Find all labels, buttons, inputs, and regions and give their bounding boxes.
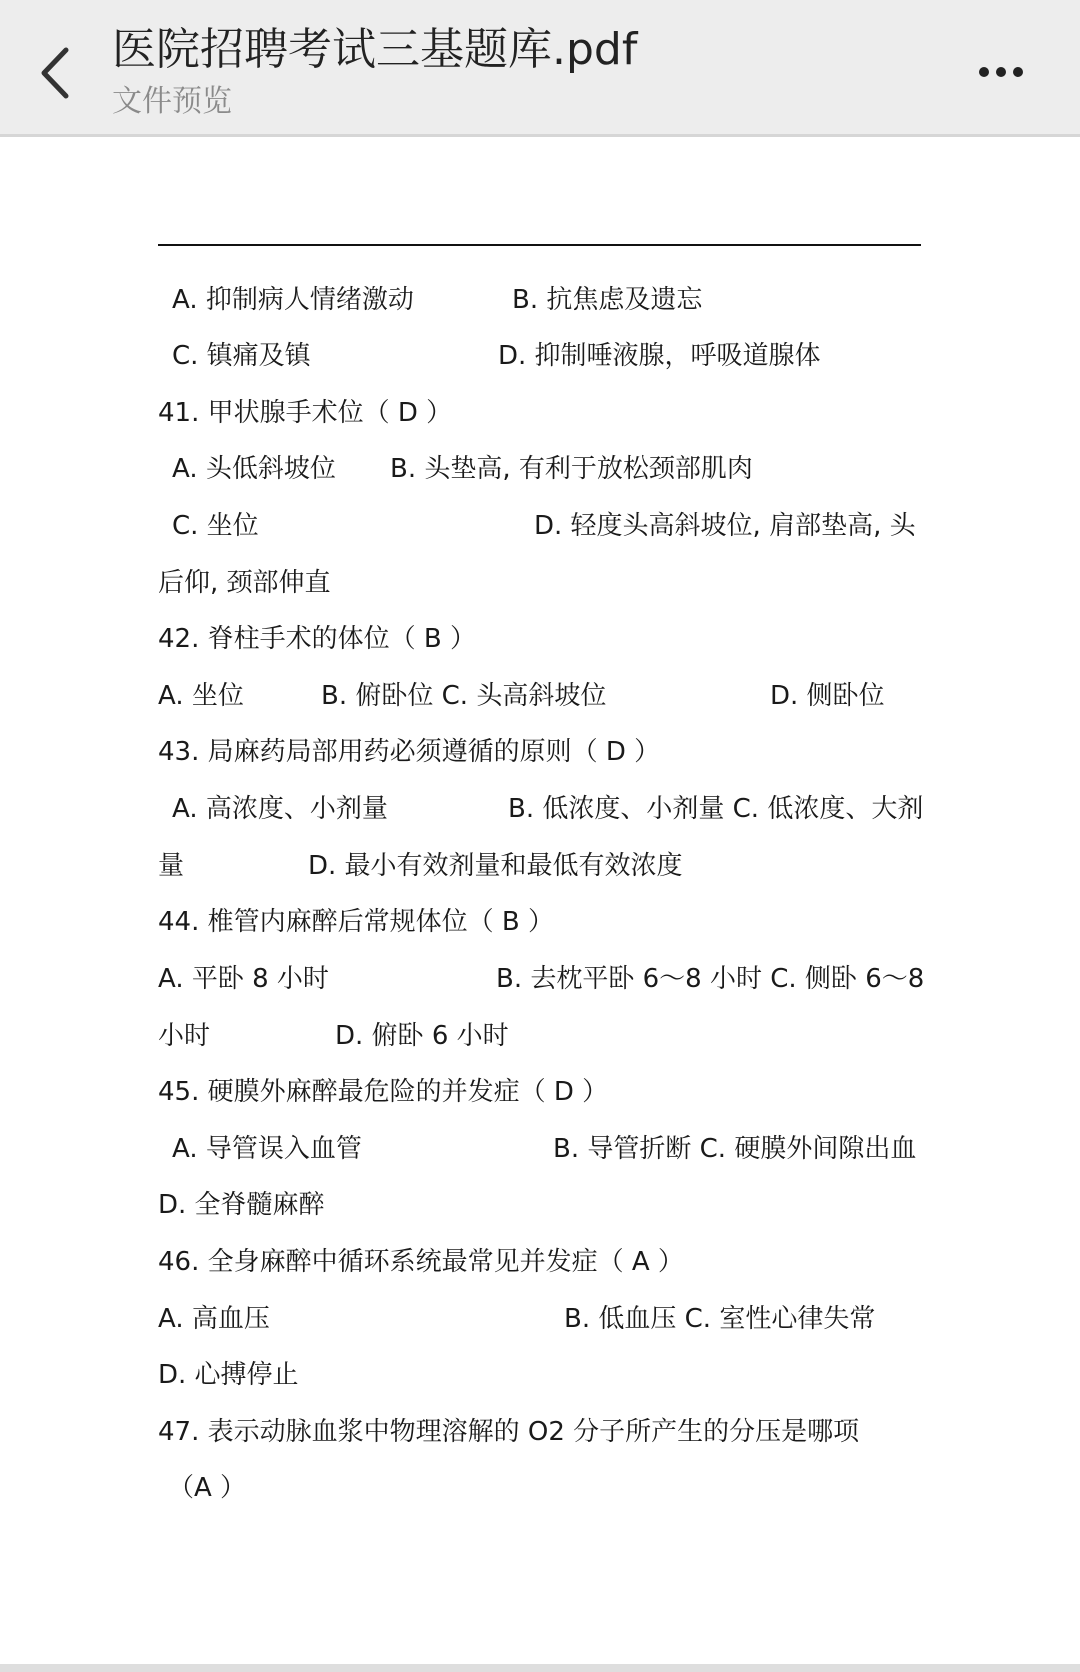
option-a: A. 高浓度、小剂量	[172, 794, 388, 824]
question-41: 41. 甲状腺手术位（ D ）	[158, 398, 453, 428]
more-button[interactable]	[968, 50, 1048, 94]
bottom-edge	[0, 1664, 1080, 1672]
option-b-c: B. 低血压 C. 室性心律失常	[564, 1304, 876, 1334]
option-c-continued: 量	[158, 851, 185, 881]
question-47-answer: （A ）	[168, 1473, 247, 1503]
option-d-continued: 后仰, 颈部伸直	[158, 568, 331, 598]
document-subtitle: 文件预览	[112, 84, 232, 119]
question-47: 47. 表示动脉血浆中物理溶解的 O2 分子所产生的分压是哪项	[158, 1417, 860, 1447]
option-d: D. 轻度头高斜坡位, 肩部垫高, 头	[534, 511, 916, 541]
option-d: D. 心搏停止	[158, 1360, 299, 1390]
question-46: 46. 全身麻醉中循环系统最常见并发症（ A ）	[158, 1247, 684, 1277]
option-d: D. 抑制唾液腺，呼吸道腺体	[498, 341, 821, 371]
back-button[interactable]	[28, 38, 88, 108]
document-title: 医院招聘考试三基题库.pdf	[112, 24, 638, 75]
option-b-c: B. 导管折断 C. 硬膜外间隙出血	[553, 1134, 917, 1164]
option-a: A. 平卧 8 小时	[158, 964, 329, 994]
question-44: 44. 椎管内麻醉后常规体位（ B ）	[158, 907, 554, 937]
more-horizontal-icon	[968, 50, 1048, 94]
option-a: A. 高血压	[158, 1304, 270, 1334]
option-b-c: B. 去枕平卧 6～8 小时 C. 侧卧 6～8	[496, 964, 925, 994]
question-42: 42. 脊柱手术的体位（ B ）	[158, 624, 476, 654]
option-c: C. 坐位	[172, 511, 259, 541]
header-rule	[158, 244, 921, 246]
option-b: B. 抗焦虑及遗忘	[512, 285, 703, 315]
option-d: D. 侧卧位	[770, 681, 885, 711]
chevron-left-icon	[28, 38, 88, 108]
option-a: A. 头低斜坡位	[172, 454, 336, 484]
option-d: D. 全脊髓麻醉	[158, 1190, 325, 1220]
option-b-c: B. 低浓度、小剂量 C. 低浓度、大剂	[508, 794, 924, 824]
option-b: B. 头垫高, 有利于放松颈部肌肉	[390, 454, 753, 484]
option-b-c: B. 俯卧位 C. 头高斜坡位	[321, 681, 607, 711]
question-45: 45. 硬膜外麻醉最危险的并发症（ D ）	[158, 1077, 609, 1107]
option-d: D. 俯卧 6 小时	[335, 1021, 509, 1051]
option-d: D. 最小有效剂量和最低有效浓度	[308, 851, 683, 881]
title-bar	[0, 0, 1080, 137]
option-c: C. 镇痛及镇	[172, 341, 311, 371]
option-a: A. 坐位	[158, 681, 244, 711]
option-a: A. 导管误入血管	[172, 1134, 362, 1164]
question-43: 43. 局麻药局部用药必须遵循的原则（ D ）	[158, 737, 661, 767]
option-c-continued: 小时	[158, 1021, 211, 1051]
option-a: A. 抑制病人情绪激动	[172, 285, 414, 315]
